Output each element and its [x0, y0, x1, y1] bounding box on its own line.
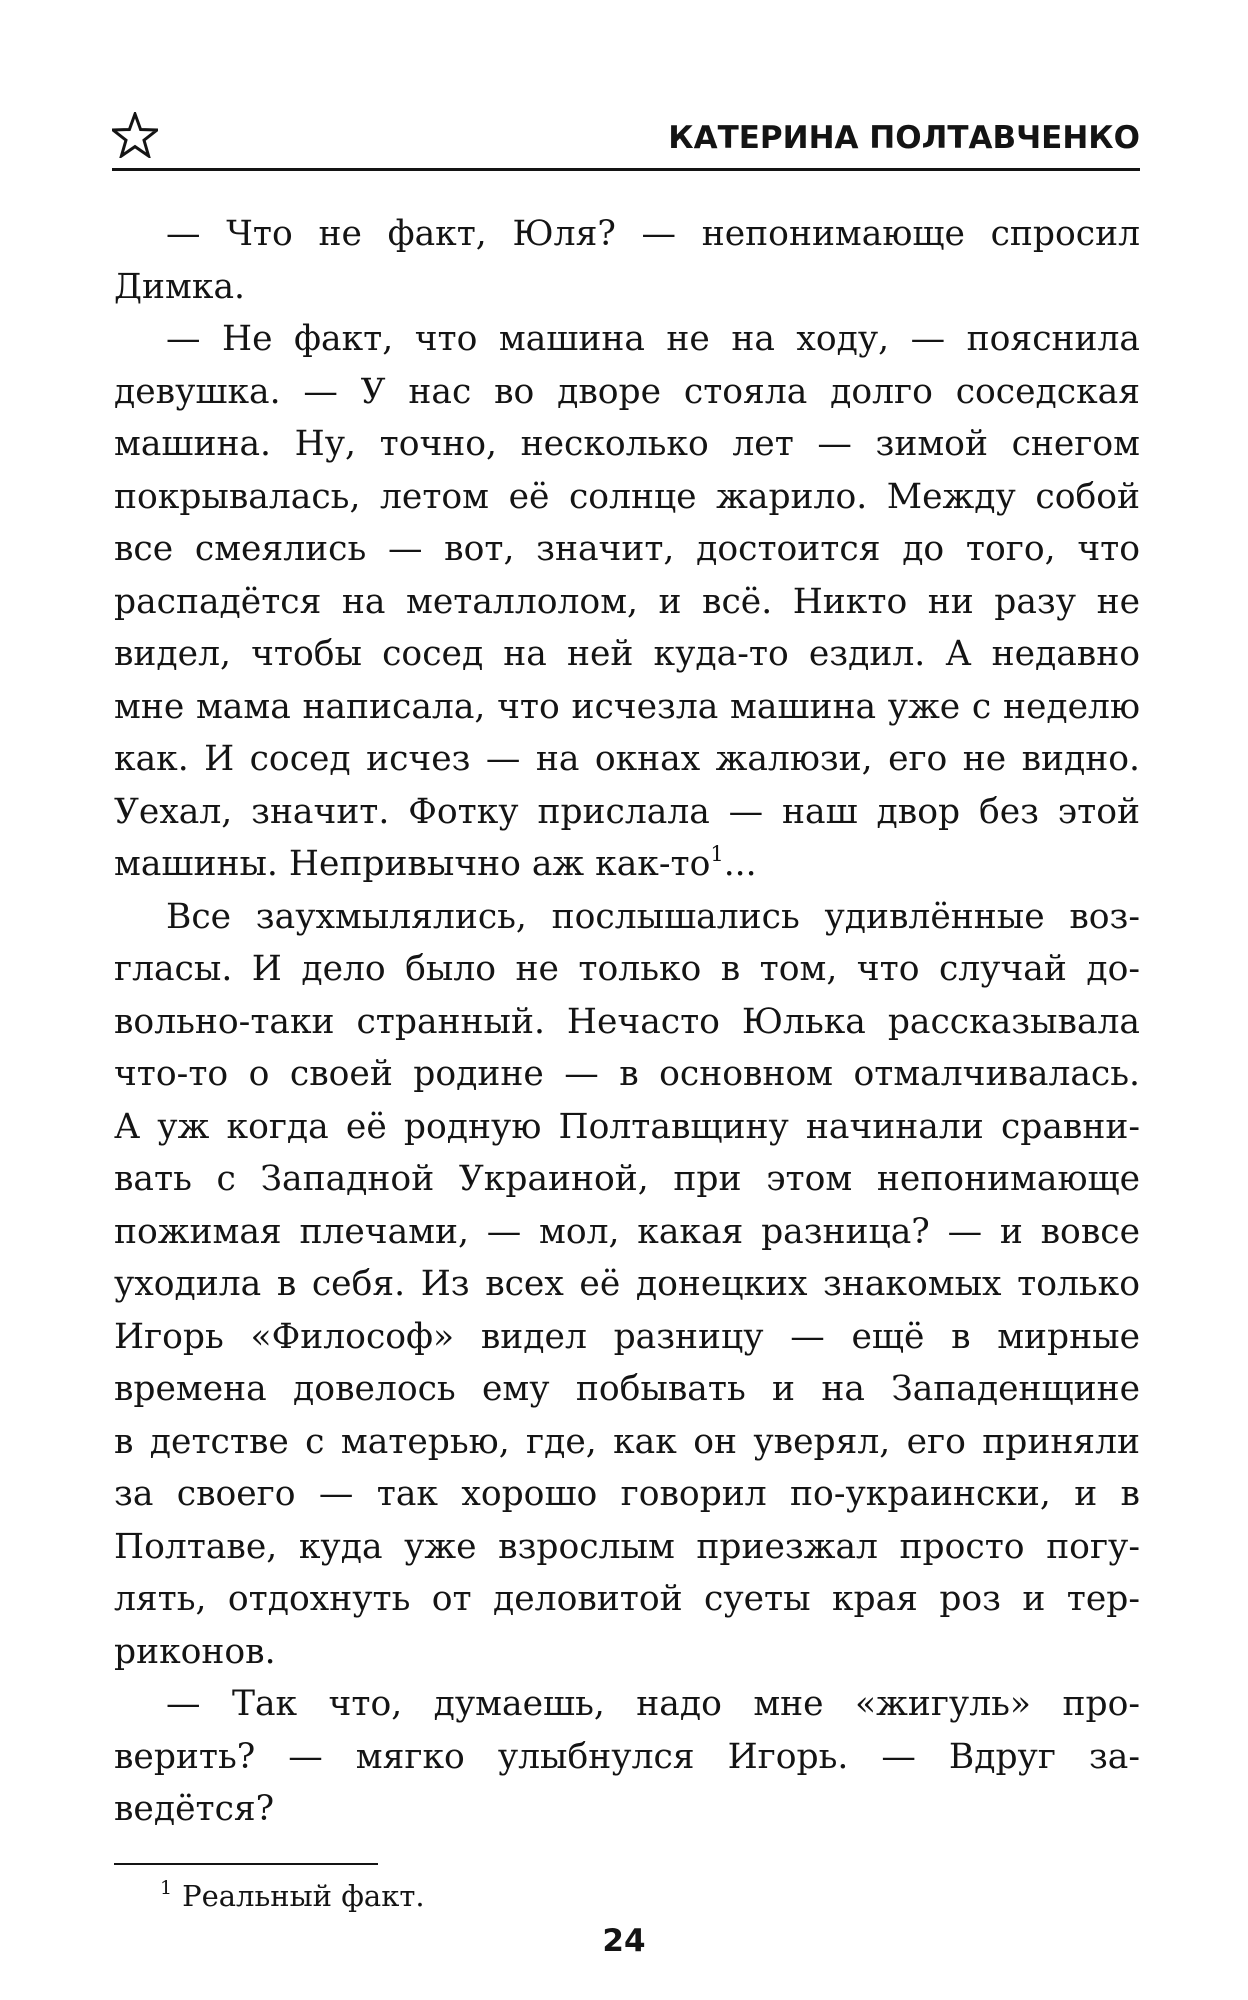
- text-line: что-то о своей родине — в основном отмалчивалась.: [114, 1054, 1140, 1094]
- text-line: — Так что, думаешь, надо мне «жигуль» про-: [166, 1684, 1140, 1724]
- text-line: девушка. — У нас во дворе стояла долго соседская: [114, 371, 1140, 412]
- text-line: лять, отдохнуть от деловитой суеты края роз и тер-: [114, 1579, 1140, 1619]
- text-line: Полтаве, куда уже взрослым приезжал просто погу-: [114, 1526, 1140, 1567]
- footnote: [160, 1876, 425, 1916]
- text-line: машина. Ну, точно, несколько лет — зимой снегом: [114, 424, 1140, 464]
- text-line: времена довелось ему побывать и на Западенщине: [114, 1369, 1140, 1409]
- text-line: в детстве с матерью, где, как он уверял, его приняли: [114, 1421, 1140, 1462]
- footnote-text: Реальный факт.: [182, 1879, 425, 1913]
- text-line: машины. Непривычно аж как-то: [114, 844, 711, 884]
- text-line: гласы. И дело было не только в том, что случай до-: [114, 949, 1140, 989]
- star-icon: [112, 112, 158, 158]
- text-line: все смеялись — вот, значит, достоится до того, что: [114, 529, 1140, 569]
- text-line: пожимая плечами, — мол, какая разница? — и вовсе: [114, 1211, 1140, 1252]
- text-line: за своего — так хорошо говорил по-украински, и в: [114, 1474, 1140, 1514]
- text-line: покрывалась, летом её солнце жарило. Между собой: [114, 476, 1140, 517]
- text-line: уходила в себя. Из всех её донецких знакомых только: [114, 1264, 1140, 1304]
- text-line: вать с Западной Украиной, при этом непонимающе: [114, 1159, 1140, 1199]
- text-line: верить? — мягко улыбнулся Игорь. — Вдруг за-: [114, 1736, 1140, 1777]
- text-line: Игорь «Философ» видел разницу — ещё в мирные: [114, 1316, 1140, 1357]
- text-line: распадётся на металлолом, и всё. Никто ни разу не: [114, 581, 1140, 622]
- text-line: мне мама написала, что исчезла машина уже с неделю: [114, 686, 1140, 727]
- text-line-with-footnote: [114, 838, 1140, 891]
- page-number: 24: [602, 1923, 646, 1959]
- text-line: Уехал, значит. Фотку прислала — наш двор без этой: [114, 791, 1140, 832]
- body-text: [114, 208, 1140, 1836]
- text-line: ведётся?: [114, 1789, 275, 1829]
- footnote-number: 1: [160, 1877, 173, 1899]
- footnote-marker: 1: [710, 842, 724, 866]
- text-line: Димка.: [114, 266, 245, 307]
- header-rule: [112, 168, 1140, 171]
- text-line: — Что не факт, Юля? — непонимающе спросил: [166, 214, 1140, 254]
- running-header: [112, 112, 1140, 172]
- text-line: — Не факт, что машина не на ходу, — пояснила: [166, 319, 1140, 359]
- text-line: риконов.: [114, 1631, 276, 1672]
- text-line: видел, чтобы сосед на ней куда-то ездил. А недавно: [114, 634, 1140, 674]
- footnote-rule: [114, 1863, 378, 1865]
- ellipsis: ...: [723, 844, 757, 884]
- author-name: КАТЕРИНА ПОЛТАВЧЕНКО: [668, 120, 1140, 156]
- text-line: А уж когда её родную Полтавщину начинали сравни-: [114, 1106, 1140, 1147]
- text-line: как. И сосед исчез — на окнах жалюзи, его не видно.: [114, 739, 1140, 779]
- text-line: вольно-таки странный. Нечасто Юлька рассказывала: [114, 1001, 1140, 1042]
- text-line: Все заухмылялись, послышались удивлённые воз-: [166, 896, 1140, 937]
